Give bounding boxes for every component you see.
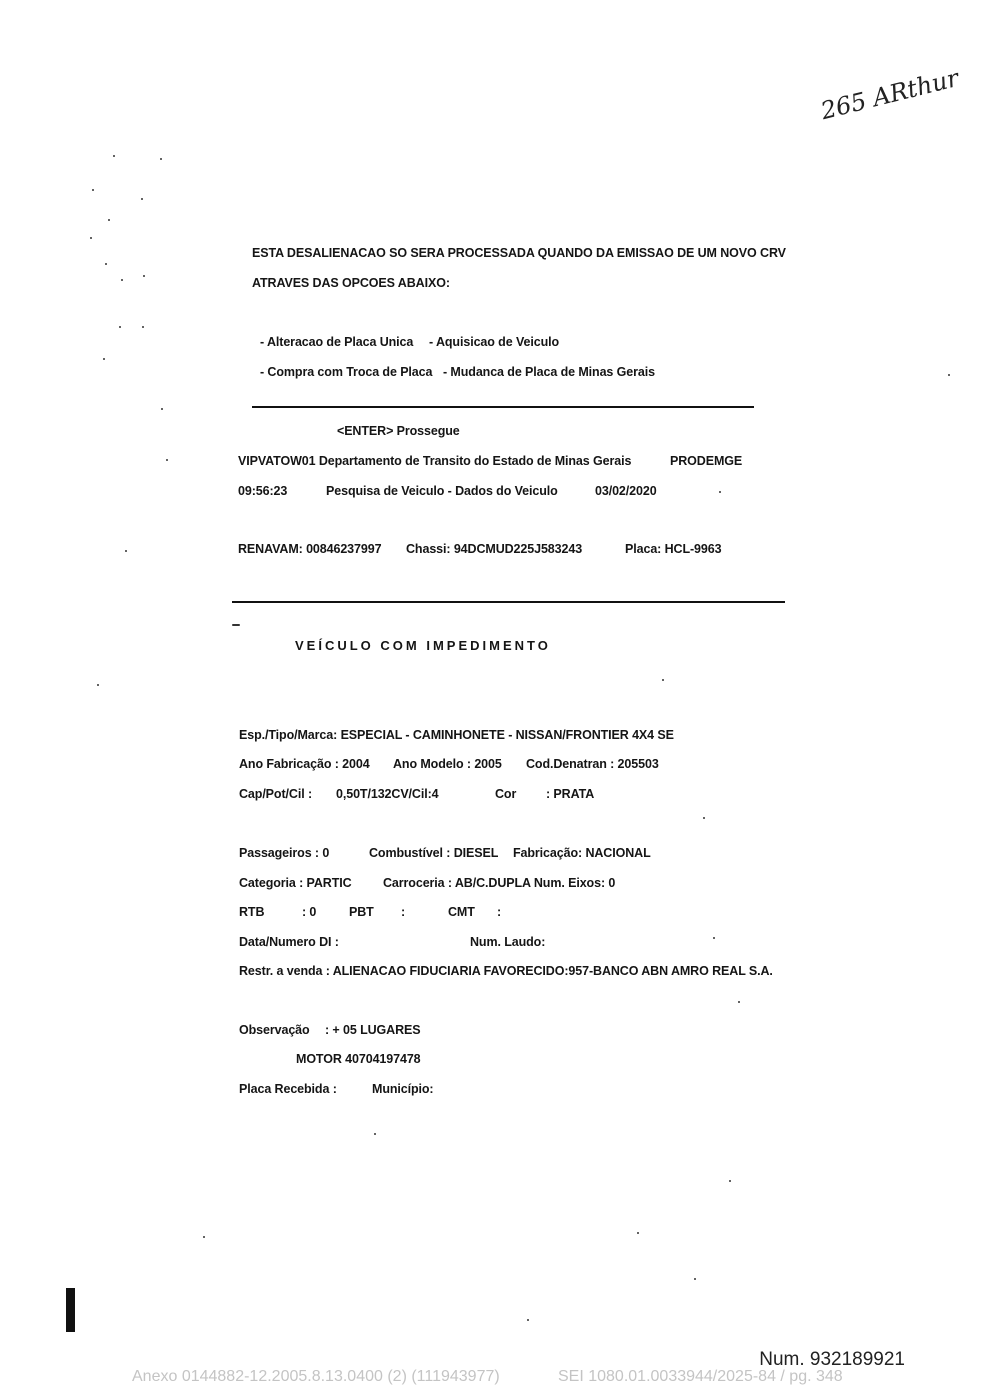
fabricacao: Fabricação: NACIONAL (513, 846, 651, 860)
scan-speck (125, 550, 127, 552)
scan-speck (113, 155, 115, 157)
scan-speck (143, 275, 145, 277)
scan-speck (141, 198, 143, 200)
scan-speck (166, 459, 168, 461)
handwritten-annotation: 265 ARthur (818, 63, 962, 126)
system-time: 09:56:23 (238, 484, 288, 498)
scan-margin-mark (66, 1288, 75, 1332)
chassi: Chassi: 94DCMUD225J583243 (406, 542, 583, 556)
cap-pot-cil-value: 0,50T/132CV/Cil:4 (336, 787, 439, 801)
scan-speck (374, 1133, 376, 1135)
scan-speck (97, 684, 99, 686)
scan-speck (948, 374, 950, 376)
scan-speck (729, 1180, 731, 1182)
header-line-1: ESTA DESALIENACAO SO SERA PROCESSADA QUANDO DA EMISSAO DE UM NOVO CRV (252, 246, 786, 260)
scan-speck (637, 1232, 639, 1234)
ano-fabricacao: Ano Fabricação : 2004 (239, 757, 370, 771)
observacao-label: Observação (239, 1023, 310, 1037)
renavam: RENAVAM: 00846237997 (238, 542, 382, 556)
pbt-label: PBT (349, 905, 374, 919)
cmt-label: CMT (448, 905, 475, 919)
system-department: VIPVATOW01 Departamento de Transito do Estado de Minas Gerais (238, 454, 632, 468)
pbt-value: : (401, 905, 406, 919)
cap-pot-cil-label: Cap/Pot/Cil : (239, 787, 313, 801)
scan-speck (90, 237, 92, 239)
scan-speck (738, 1001, 740, 1003)
rtb-label: RTB (239, 905, 265, 919)
scan-speck (103, 358, 105, 360)
cor-value: : PRATA (546, 787, 595, 801)
restricao-venda: Restr. a venda : ALIENACAO FIDUCIARIA FAVORECIDO:957-BANCO ABN AMRO REAL S.A. (239, 964, 773, 978)
rtb-value: : 0 (302, 905, 317, 919)
scan-speck (527, 1319, 529, 1321)
placa-recebida: Placa Recebida : (239, 1082, 337, 1096)
scan-speck (694, 1278, 696, 1280)
document-number: Num. 932189921 (759, 1349, 905, 1370)
ano-modelo: Ano Modelo : 2005 (393, 757, 502, 771)
cod-denatran: Cod.Denatran : 205503 (526, 757, 659, 771)
cor-label: Cor (495, 787, 517, 801)
data-numero-di: Data/Numero DI : (239, 935, 339, 949)
scan-speck (719, 491, 721, 493)
scan-speck (92, 189, 94, 191)
scan-speck (713, 937, 715, 939)
separator-rule-1 (252, 406, 754, 408)
categoria: Categoria : PARTIC (239, 876, 352, 890)
screen-title: Pesquisa de Veiculo - Dados do Veiculo (326, 484, 558, 498)
system-date: 03/02/2020 (595, 484, 657, 498)
scan-speck (142, 326, 144, 328)
option-mudanca-placa-mg: - Mudanca de Placa de Minas Gerais (443, 365, 655, 379)
enter-prompt: <ENTER> Prossegue (337, 424, 460, 438)
scan-speck (121, 279, 123, 281)
separator-rule-2 (232, 601, 785, 603)
scan-speck (203, 1236, 205, 1238)
combustivel: Combustível : DIESEL (369, 846, 499, 860)
scan-speck (160, 158, 162, 160)
municipio: Município: (372, 1082, 434, 1096)
option-alteracao-placa: - Alteracao de Placa Unica (260, 335, 414, 349)
option-aquisicao-veiculo: - Aquisicao de Veiculo (429, 335, 560, 349)
option-compra-troca-placa: - Compra com Troca de Placa (260, 365, 433, 379)
system-provider: PRODEMGE (670, 454, 743, 468)
header-line-2: ATRAVES DAS OPCOES ABAIXO: (252, 276, 450, 290)
placa: Placa: HCL-9963 (625, 542, 722, 556)
scan-speck (703, 817, 705, 819)
scan-speck (108, 219, 110, 221)
num-laudo: Num. Laudo: (470, 935, 546, 949)
scan-speck (105, 263, 107, 265)
carroceria: Carroceria : AB/C.DUPLA Num. Eixos: 0 (383, 876, 616, 890)
scan-speck (232, 624, 240, 626)
motor: MOTOR 40704197478 (296, 1052, 421, 1066)
scan-speck (161, 408, 163, 410)
impedimento-status: VEÍCULO COM IMPEDIMENTO (295, 638, 551, 653)
scan-speck (119, 326, 121, 328)
esp-tipo-marca: Esp./Tipo/Marca: ESPECIAL - CAMINHONETE - NISSAN/FRONTIER 4X4 SE (239, 728, 674, 742)
passageiros: Passageiros : 0 (239, 846, 330, 860)
scan-speck (662, 679, 664, 681)
footer-sei-reference: SEI 1080.01.0033944/2025-84 / pg. 348 (558, 1368, 843, 1385)
footer-anexo: Anexo 0144882-12.2005.8.13.0400 (2) (111943977) (132, 1368, 500, 1385)
observacao-value: : + 05 LUGARES (325, 1023, 421, 1037)
cmt-value: : (497, 905, 502, 919)
